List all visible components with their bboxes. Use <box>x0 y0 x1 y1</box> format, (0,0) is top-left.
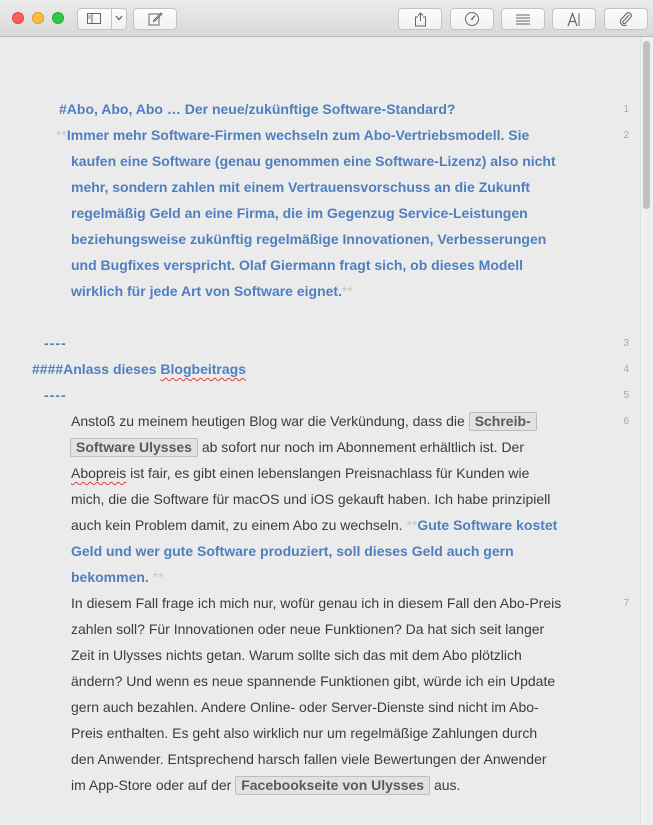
heading-4 <box>32 356 246 382</box>
text-line: In diesem Fall frage ich mich nur, wofür genau ich in diesem Fall den Abo-Preis <box>71 595 562 611</box>
list-icon <box>516 14 530 25</box>
line-number: 7 <box>623 598 629 609</box>
line-number: 6 <box>623 416 629 427</box>
line-number: 1 <box>623 104 629 115</box>
misspelled-word: Blogbeitrags <box>160 361 246 377</box>
minimize-button[interactable] <box>32 12 44 24</box>
markdown-marker: ** <box>152 569 164 585</box>
share-button[interactable] <box>398 8 442 30</box>
editor[interactable] <box>0 37 640 825</box>
text-line: mich, die die Software für macOS und iOS gekauft haben. Ich habe prinzipiell <box>71 491 551 507</box>
link-chip-schreib-software[interactable]: Schreib- <box>469 412 537 431</box>
text-line: den Anwender. Entsprechend harsch fallen viele Bewertungen der Anwender <box>71 751 547 767</box>
text-line: regelmäßig Geld an eine Firma, die im Gegenzug Service-Leistungen <box>71 205 528 221</box>
attachments-button[interactable] <box>604 8 648 30</box>
sidebar-toggle-button[interactable] <box>77 8 127 30</box>
paperclip-icon <box>619 12 634 27</box>
text-line: ändern? Und wenn es neue spannende Funktionen gibt, würde ich ein Update <box>71 673 556 689</box>
text-line: Anstoß zu meinem heutigen Blog war die Verkündung, dass die <box>71 413 465 429</box>
intro-paragraph <box>56 122 611 304</box>
horizontal-rule: ---- <box>44 387 67 403</box>
text-line: aus. <box>433 777 461 793</box>
link-chip-schreib-software-cont[interactable]: Software Ulysses <box>70 438 198 457</box>
text-line: auch kein Problem damit, zu einem Abo zu wechseln. <box>71 517 403 533</box>
bold-text: Gute Software kostet <box>417 517 558 533</box>
horizontal-rule: ---- <box>44 335 67 351</box>
text-line: beziehungsweise zukünftig regelmäßige Innovationen, Verbesserungen <box>71 231 547 247</box>
text-line: zahlen soll? Für Innovationen oder neue Funktionen? Da hat sich seit langer <box>71 621 545 637</box>
text-line: Zeit in Ulysses nichts getan. Warum sollte sich das mit dem Abo plötzlich <box>71 647 522 663</box>
text-line: Preis enthalten. Es geht also wirklich nur um regelmäßige Zahlungen durch <box>71 725 538 741</box>
scrollbar-thumb[interactable] <box>643 41 650 209</box>
zoom-button[interactable] <box>52 12 64 24</box>
close-button[interactable] <box>12 12 24 24</box>
text-line: wirklich für jede Art von Software eignet. <box>71 283 342 299</box>
paragraph-1 <box>71 408 616 590</box>
line-number: 5 <box>623 390 629 401</box>
markdown-marker: ** <box>406 517 418 533</box>
markdown-marker: ** <box>341 283 353 299</box>
window-toolbar <box>0 0 653 37</box>
sidebar-icon <box>87 13 101 24</box>
link-chip-facebookseite[interactable]: Facebookseite von Ulysses <box>235 776 430 795</box>
statistics-button[interactable] <box>450 8 494 30</box>
share-icon <box>414 12 427 27</box>
text-line: und Bugfixes verspricht. Olaf Giermann fragt sich, ob dieses Modell <box>71 257 523 273</box>
markdown-marker: ** <box>56 127 67 143</box>
text-line: im App-Store oder auf der <box>71 777 232 793</box>
text-line: gern auch bezahlen. Andere Online- oder Server-Dienste sind nicht im Abo- <box>71 699 539 715</box>
line-number: 4 <box>623 364 629 375</box>
heading-text: ####Anlass dieses <box>32 361 161 377</box>
bold-text: Geld und wer gute Software produziert, soll dieses Geld auch gern <box>71 543 514 559</box>
text-line: ab sofort nur noch im Abonnement erhältlich ist. Der <box>201 439 525 455</box>
bold-text: bekommen. <box>71 569 149 585</box>
gauge-icon <box>464 11 480 27</box>
text-line: kaufen eine Software (genau genommen eine Software-Lizenz) also nicht <box>71 153 556 169</box>
text-cursor-icon <box>567 12 581 27</box>
line-number: 3 <box>623 338 629 349</box>
chevron-down-icon[interactable] <box>115 15 123 21</box>
vertical-scrollbar[interactable] <box>640 37 653 825</box>
text-line: mehr, sondern zahlen mit einem Vertrauensvorschuss an die Zukunft <box>71 179 531 195</box>
paragraph-2 <box>71 590 616 798</box>
misspelled-word: Abopreis <box>71 465 127 481</box>
line-number: 2 <box>623 130 629 141</box>
text-line: Immer mehr Software-Firmen wechseln zum Abo-Vertriebsmodell. Sie <box>66 127 530 143</box>
markup-button[interactable] <box>552 8 596 30</box>
new-sheet-button[interactable] <box>133 8 177 30</box>
text-line: ist fair, es gibt einen lebenslangen Preisnachlass für Kunden wie <box>126 465 530 481</box>
compose-icon <box>148 12 163 26</box>
heading-1: #Abo, Abo, Abo … Der neue/zukünftige Software-Standard? <box>59 101 456 117</box>
outline-button[interactable] <box>501 8 545 30</box>
